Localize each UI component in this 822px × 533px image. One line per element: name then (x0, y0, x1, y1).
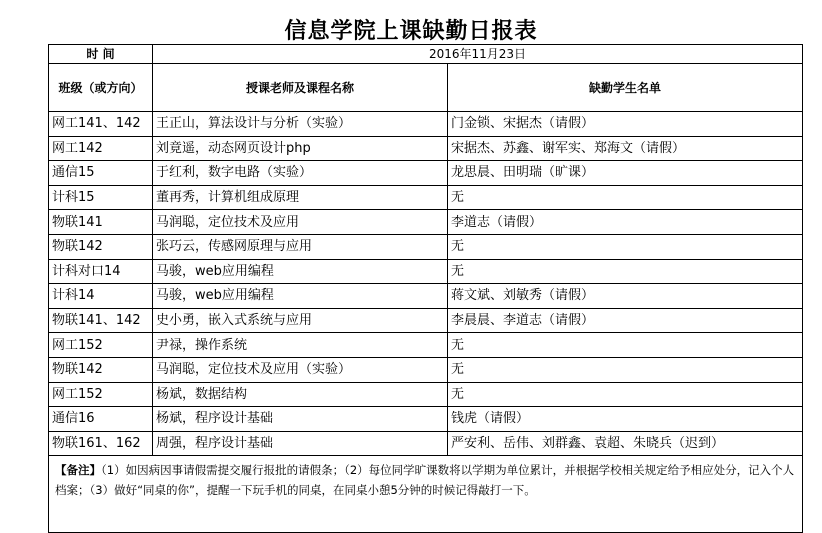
table-row (49, 112, 803, 137)
teacher-course-cell: 马骏，web应用编程 (153, 259, 448, 284)
class-cell: 通信16 (49, 407, 153, 432)
class-cell: 计科对口14 (49, 259, 153, 284)
class-cell: 物联161、162 (49, 431, 153, 456)
note-row (49, 456, 803, 533)
teacher-course-cell: 史小勇，嵌入式系统与应用 (153, 308, 448, 333)
absent-cell: 无 (448, 357, 803, 382)
absent-cell: 蒋文斌、刘敏秀（请假） (448, 284, 803, 309)
note-label: 【备注】 (55, 463, 101, 478)
absent-cell: 无 (448, 259, 803, 284)
teacher-course-cell: 马骏，web应用编程 (153, 284, 448, 309)
report-date: 2016年11月23日 (153, 45, 803, 64)
absence-table (48, 44, 803, 533)
note-text: （1）如因病因事请假需提交履行报批的请假条；（2）每位同学旷课数将以学期为单位累计，并根据学校相关规定给予相应处分，记入个人档案；（3）做好“同桌的你”，提醒一下玩手机的同桌，在同桌小憩5分钟的时候记得敲打一下。 (55, 463, 795, 498)
class-cell: 计科14 (49, 284, 153, 309)
absent-cell: 无 (448, 333, 803, 358)
class-cell: 计科15 (49, 185, 153, 210)
teacher-course-cell: 于红利，数字电路（实验） (153, 161, 448, 186)
table-row (49, 161, 803, 186)
class-cell: 网工142 (49, 136, 153, 161)
teacher-course-cell: 周强，程序设计基础 (153, 431, 448, 456)
table-row (49, 308, 803, 333)
teacher-course-cell: 王正山，算法设计与分析（实验） (153, 112, 448, 137)
teacher-course-cell: 刘竟遥，动态网页设计php (153, 136, 448, 161)
absent-cell: 龙思晨、田明瑞（旷课） (448, 161, 803, 186)
absent-column-header: 缺勤学生名单 (448, 64, 803, 112)
table-row (49, 185, 803, 210)
class-cell: 通信15 (49, 161, 153, 186)
table-row (49, 357, 803, 382)
column-header-row (49, 64, 803, 112)
table-row (49, 382, 803, 407)
time-row (49, 45, 803, 64)
class-cell: 物联142 (49, 357, 153, 382)
table-row (49, 210, 803, 235)
teacher-course-cell: 张巧云，传感网原理与应用 (153, 234, 448, 259)
class-cell: 物联141、142 (49, 308, 153, 333)
note-cell (49, 456, 803, 533)
absent-cell: 李道志（请假） (448, 210, 803, 235)
time-label: 时 间 (49, 45, 153, 64)
report-title: 信息学院上课缺勤日报表 (284, 19, 538, 44)
table-row (49, 431, 803, 456)
table-row (49, 259, 803, 284)
absent-cell: 无 (448, 382, 803, 407)
absent-cell: 严安利、岳伟、刘群鑫、袁超、朱晓兵（迟到） (448, 431, 803, 456)
teacher-course-cell: 马润聪，定位技术及应用（实验） (153, 357, 448, 382)
class-cell: 网工152 (49, 333, 153, 358)
table-row (49, 284, 803, 309)
absent-cell: 宋据杰、苏鑫、谢军实、郑海文（请假） (448, 136, 803, 161)
class-cell: 网工152 (49, 382, 153, 407)
teacher-course-column-header: 授课老师及课程名称 (153, 64, 448, 112)
teacher-course-cell: 董再秀，计算机组成原理 (153, 185, 448, 210)
teacher-course-cell: 马润聪，定位技术及应用 (153, 210, 448, 235)
teacher-course-cell: 杨斌，程序设计基础 (153, 407, 448, 432)
class-cell: 物联142 (49, 234, 153, 259)
table-row (49, 407, 803, 432)
absent-cell: 无 (448, 185, 803, 210)
table-row (49, 333, 803, 358)
teacher-course-cell: 杨斌，数据结构 (153, 382, 448, 407)
absent-cell: 李晨晨、李道志（请假） (448, 308, 803, 333)
absent-cell: 门金锁、宋据杰（请假） (448, 112, 803, 137)
teacher-course-cell: 尹禄，操作系统 (153, 333, 448, 358)
class-column-header: 班级（或方向） (49, 64, 153, 112)
class-cell: 网工141、142 (49, 112, 153, 137)
class-cell: 物联141 (49, 210, 153, 235)
absent-cell: 钱虎（请假） (448, 407, 803, 432)
absent-cell: 无 (448, 234, 803, 259)
table-row (49, 234, 803, 259)
table-row (49, 136, 803, 161)
